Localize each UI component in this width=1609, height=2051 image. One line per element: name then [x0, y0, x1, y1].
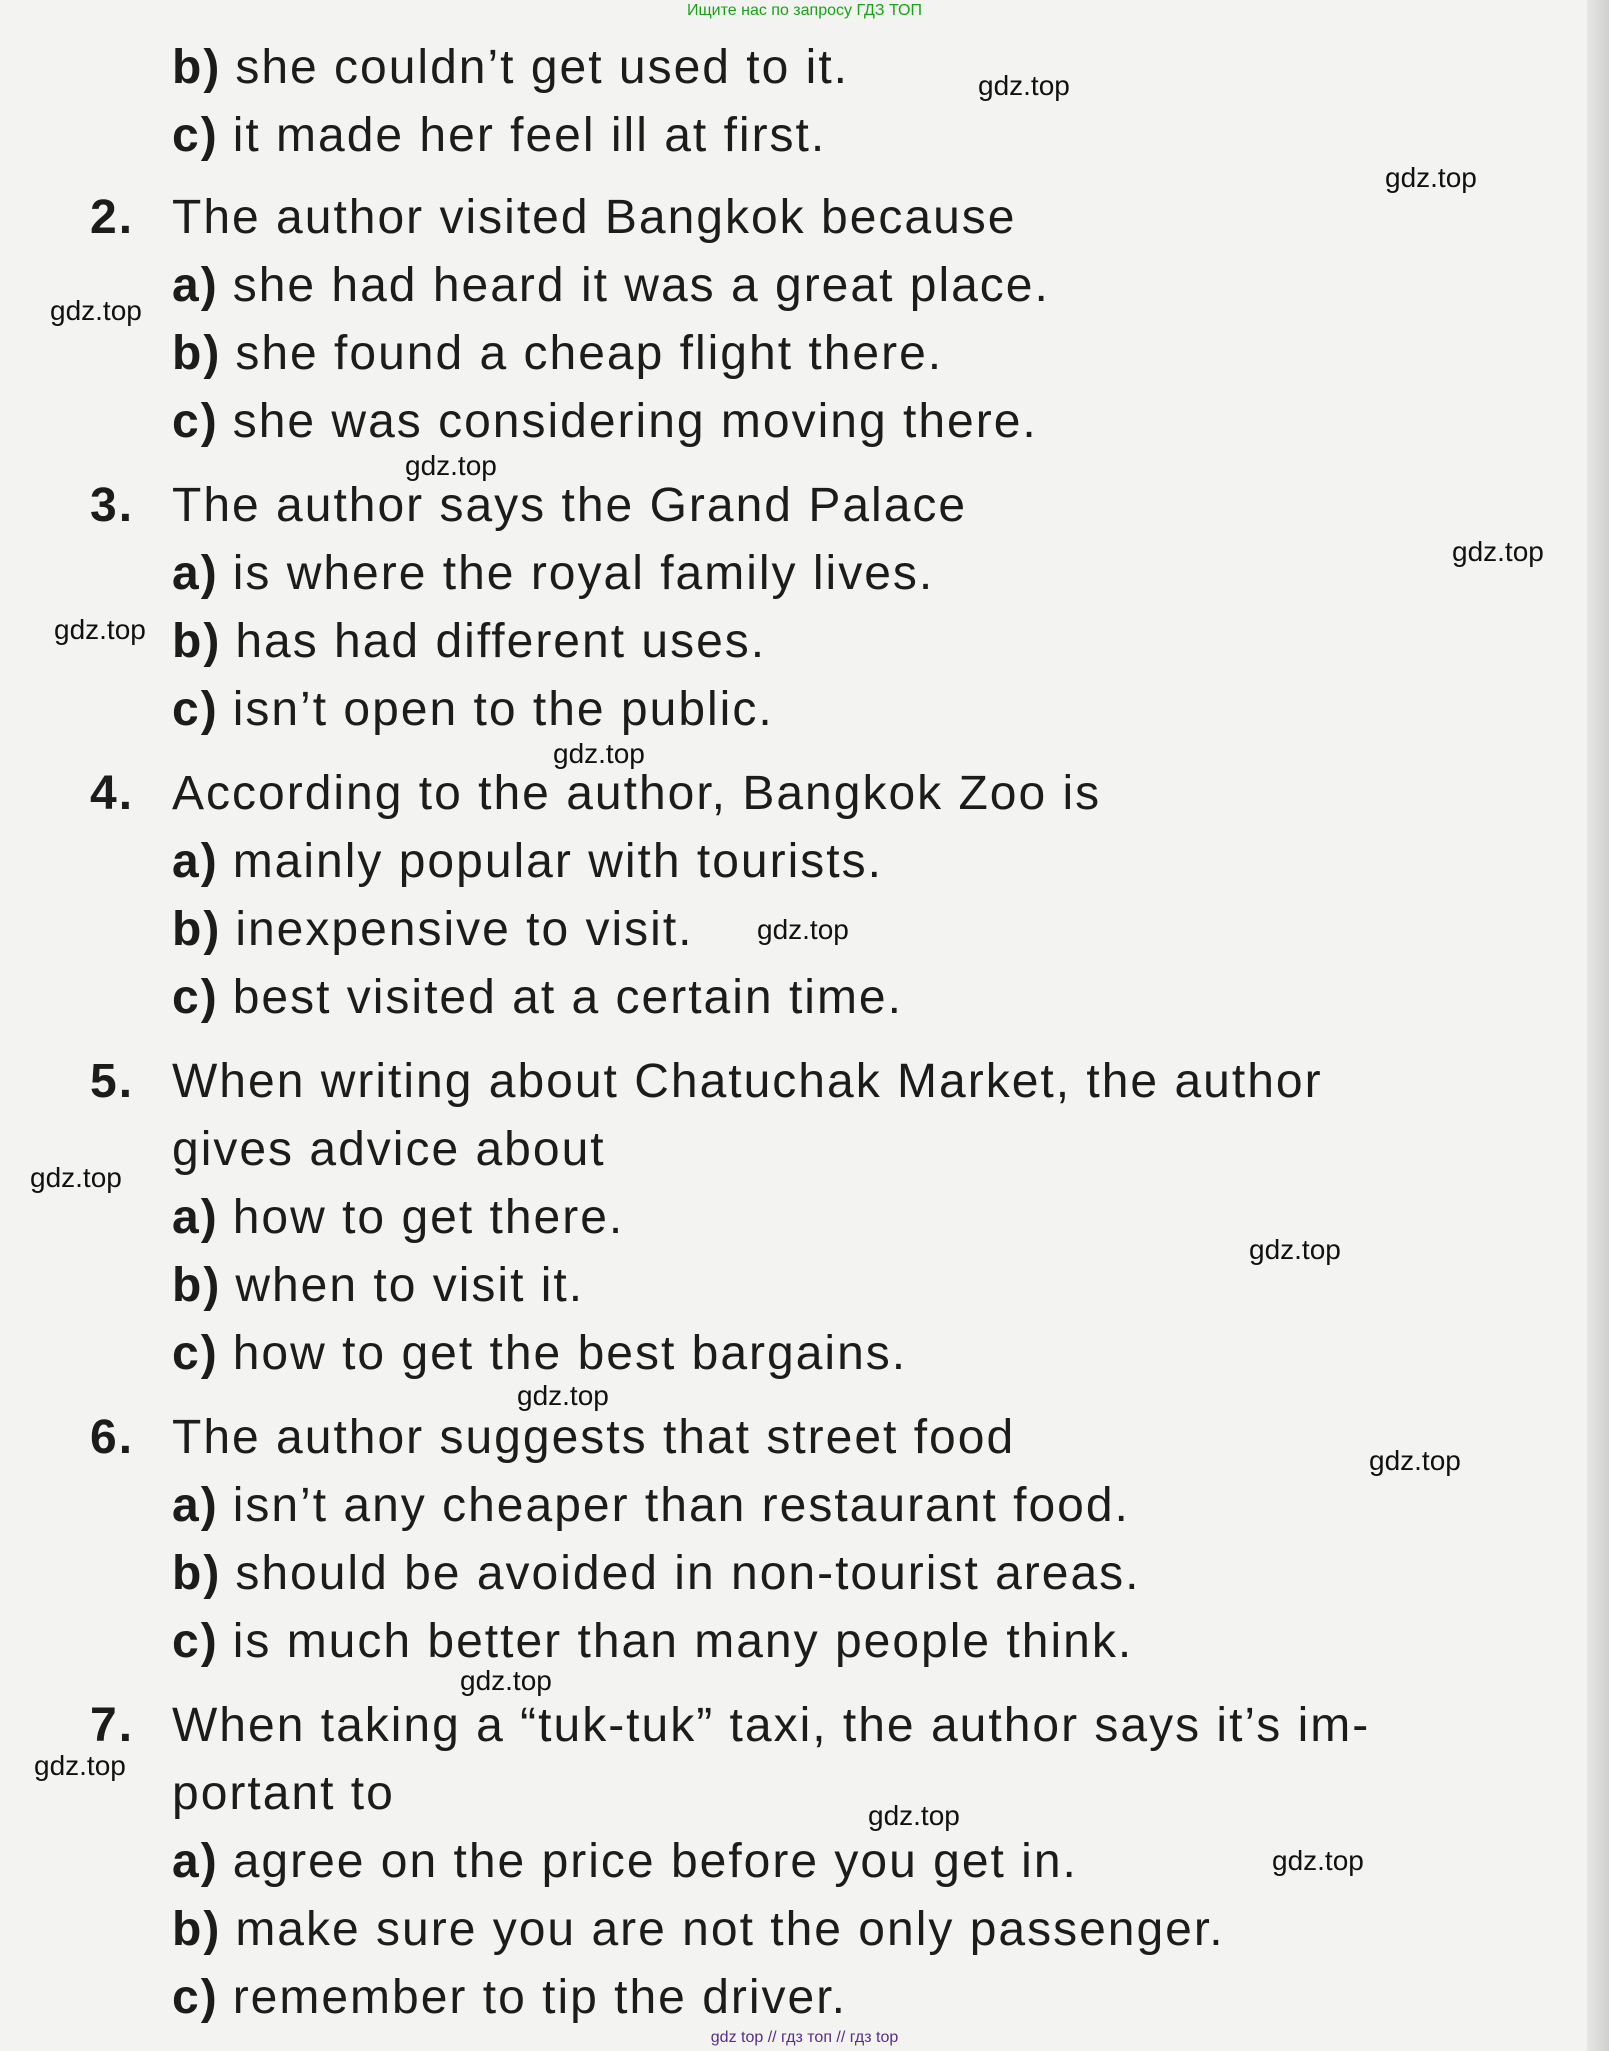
question-7-line2: portant to: [172, 1767, 395, 1820]
option-4c: c) best visited at a certain time.: [172, 971, 903, 1024]
option-7c: c) remember to tip the driver.: [172, 1971, 847, 2024]
option-3c: c) isn’t open to the public.: [172, 683, 774, 736]
question-2: 2. The author visited Bangkok because: [90, 191, 1017, 244]
watermark: gdz.top: [54, 614, 146, 645]
option-prev-b: b) she couldn’t get used to it.: [172, 41, 850, 94]
watermark: gdz.top: [34, 1750, 126, 1781]
header-note: Ищите нас по запросу ГДЗ ТОП: [687, 2, 922, 19]
option-6c: c) is much better than many people think.: [172, 1615, 1134, 1668]
option-7a: a) agree on the price before you get in.: [172, 1835, 1078, 1888]
question-6: 6. The author suggests that street food: [90, 1411, 1016, 1464]
watermark: gdz.top: [868, 1800, 960, 1831]
option-7b: b) make sure you are not the only passenger.: [172, 1903, 1225, 1956]
option-4b: b) inexpensive to visit.: [172, 903, 694, 956]
question-3: 3. The author says the Grand Palace: [90, 479, 968, 532]
option-6a: a) isn’t any cheaper than restaurant food.: [172, 1479, 1130, 1532]
question-4: 4. According to the author, Bangkok Zoo is: [90, 767, 1102, 820]
option-2c: c) she was considering moving there.: [172, 395, 1038, 448]
option-2a: a) she had heard it was a great place.: [172, 259, 1050, 312]
watermark: gdz.top: [757, 914, 849, 945]
watermark: gdz.top: [405, 450, 497, 481]
option-3a: a) is where the royal family lives.: [172, 547, 935, 600]
watermark: gdz.top: [50, 295, 142, 326]
watermark: gdz.top: [1385, 162, 1477, 193]
watermark: gdz.top: [460, 1665, 552, 1696]
option-prev-c: c) it made her feel ill at first.: [172, 109, 827, 162]
option-2b: b) she found a cheap flight there.: [172, 327, 944, 380]
option-3b: b) has had different uses.: [172, 615, 767, 668]
watermark: gdz.top: [1272, 1845, 1364, 1876]
option-4a: a) mainly popular with tourists.: [172, 835, 883, 888]
question-7: 7. When taking a “tuk-tuk” taxi, the author says it’s im-: [90, 1699, 1371, 1752]
watermark: gdz.top: [1369, 1445, 1461, 1476]
watermark: gdz.top: [517, 1380, 609, 1411]
option-5c: c) how to get the best bargains.: [172, 1327, 908, 1380]
watermark: gdz.top: [1452, 536, 1544, 567]
watermark: gdz.top: [1249, 1234, 1341, 1265]
watermark: gdz.top: [978, 70, 1070, 101]
option-5a: a) how to get there.: [172, 1191, 625, 1244]
question-5: 5. When writing about Chatuchak Market, the author: [90, 1055, 1323, 1108]
watermark: gdz.top: [553, 738, 645, 769]
watermark: gdz.top: [30, 1162, 122, 1193]
option-6b: b) should be avoided in non-tourist areas.: [172, 1547, 1141, 1600]
option-5b: b) when to visit it.: [172, 1259, 585, 1312]
question-5-line2: gives advice about: [172, 1123, 606, 1176]
footer-note: gdz top // гдз топ // гдз top: [710, 2029, 899, 2046]
